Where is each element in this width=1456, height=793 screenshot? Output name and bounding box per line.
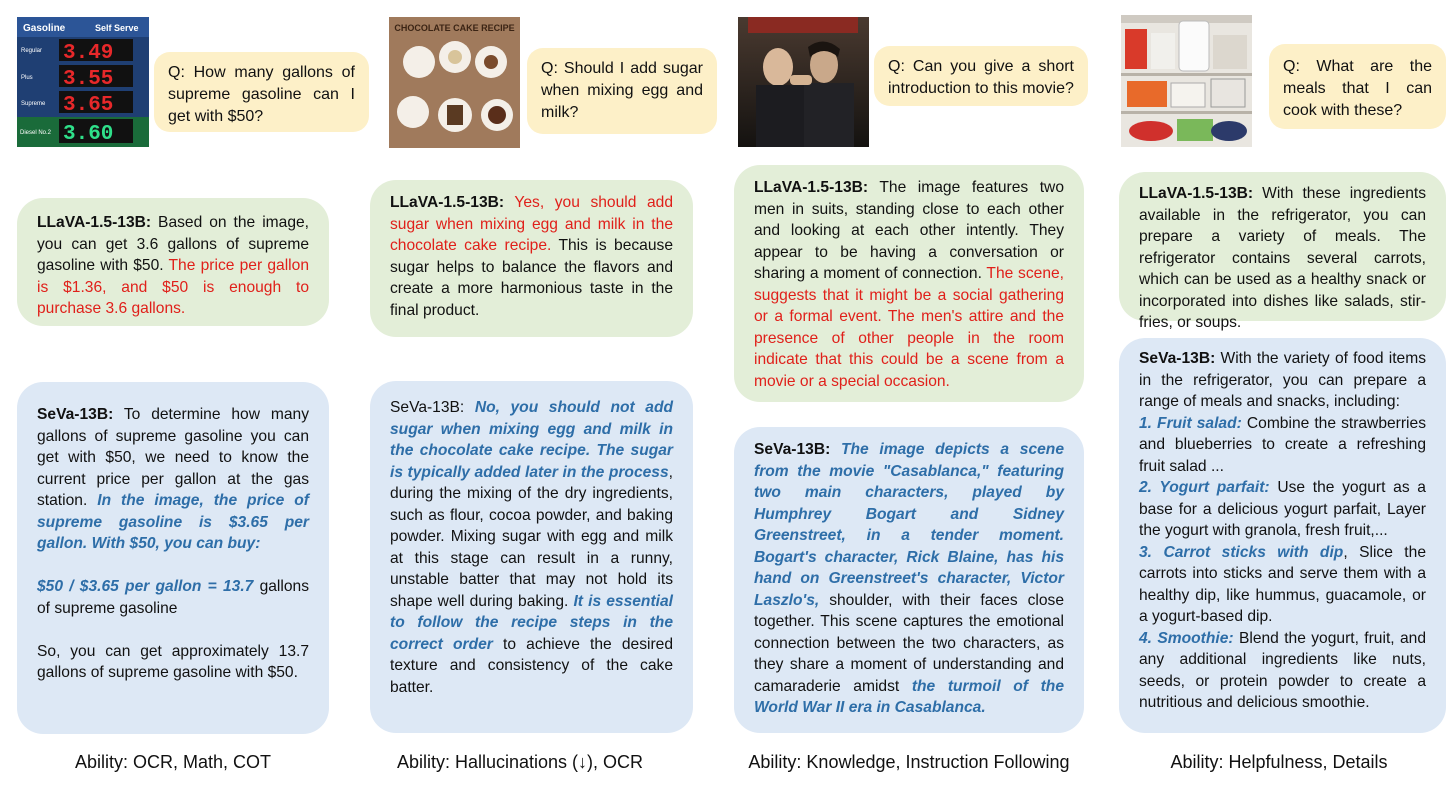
refrigerator-image <box>1121 15 1252 147</box>
meal-item-text: Blend the yogurt, fruit, and any additional ingredients like nuts, seeds, or protein powder to create a nutritious and delicious smoothie. <box>1139 629 1426 711</box>
meal-item-head: 2. Yogurt parfait: <box>1139 479 1270 496</box>
answer-highlight: the turmoil of the World War II era in Casablanca. <box>754 677 1065 716</box>
answer-highlight: $50 / $3.65 per gallon = 13.7 <box>37 578 254 595</box>
answer-highlight: It is essential to follow the recipe steps in the correct order <box>390 592 673 653</box>
meal-item-head: 3. Carrot sticks with dip <box>1139 543 1344 561</box>
answer-highlight: In the image, the price of supreme gasoline is $3.65 per gallon. With $50, you can buy: <box>37 492 309 552</box>
seva-answer-2 <box>370 381 693 733</box>
answer-hallucination: The price per gallon is $1.36, and $50 is enough to purchase 3.6 gallons. <box>37 257 309 317</box>
seva-answer-1 <box>17 382 329 734</box>
meal-item-text: , Slice the carrots into sticks and serve them with a healthy dip, like hummus, guacamole, or a yogurt-based dip. <box>1139 543 1426 625</box>
question-text: Q: Can you give a short introduction to this movie? <box>888 58 1074 97</box>
price-supreme: 3.65 <box>63 94 114 117</box>
llava-answer-2 <box>370 180 693 337</box>
answer-plain: With these ingredients available in the refrigerator, you can prepare a variety of meals. The refrigerator contains several carrots, which can be used as a healthy snack or incorporated into dishes like salads, stir-fries, or soups. <box>1139 185 1426 331</box>
movie-still-image <box>738 17 869 147</box>
model-label: SeVa-13B: <box>1139 350 1216 367</box>
seva-answer-3 <box>734 427 1084 733</box>
answer-plain: So, you can get approximately 13.7 gallons of supreme gasoline with $50. <box>37 642 309 681</box>
answer-highlight: The image depicts a scene from the movie "Casablanca," featuring two main characters, played by Humphrey Bogart and Sidney Greenstreet, in a tender moment. Bogart's character, Rick Blaine, has his hand on Greenstreet's character, Victor Laszlo's, <box>754 441 1064 609</box>
meal-item-text: Combine the strawberries and blueberries to create a refreshing fruit salad ... <box>1139 414 1426 475</box>
model-label: SeVa-13B: <box>390 399 465 416</box>
llava-answer-3 <box>734 165 1084 402</box>
ability-label-4: Ability: Helpfulness, Details <box>1170 752 1388 772</box>
ability-label-1: Ability: OCR, Math, COT <box>74 752 272 772</box>
question-text: Q: Should I add sugar when mixing egg and milk? <box>541 60 703 121</box>
question-bubble-4 <box>1269 44 1446 129</box>
price-regular: 3.49 <box>63 42 114 65</box>
answer-plain: , during the mixing of the dry ingredients, such as flour, cocoa powder, and baking powder. Mixing sugar with egg and milk at this stage can result in a runny, unstable batter that may not hold its shape well during baking. <box>390 463 673 610</box>
answer-plain: Based on the image, you can get 3.6 gallons of supreme gasoline with $50. <box>37 214 309 274</box>
answer-plain: With the variety of food items in the refrigerator, you can prepare a range of meals and snacks, including: <box>1139 350 1426 410</box>
answer-plain: gallons of supreme gasoline <box>37 578 309 617</box>
model-label: SeVa-13B: <box>754 441 831 458</box>
meal-item-text: Use the yogurt as a base for a delicious yogurt parfait, Layer the yogurt with granola, fresh fruit,... <box>1139 479 1426 539</box>
answer-highlight: No, you should not add sugar when mixing egg and milk in the chocolate cake recipe. The sugar is typically added later in the process <box>390 399 673 481</box>
ability-label-3: Ability: Knowledge, Instruction Following <box>748 752 1070 772</box>
answer-plain: to achieve the desired texture and consistency of the cake batter. <box>390 635 673 696</box>
answer-hallucination: Yes, you should add sugar when mixing egg and milk in the chocolate cake recipe. <box>390 194 673 254</box>
question-text: Q: What are the meals that I can cook with these? <box>1283 58 1432 119</box>
llava-answer-1 <box>17 198 329 326</box>
meal-item-head: 1. Fruit salad: <box>1139 414 1242 432</box>
question-bubble-3 <box>874 46 1088 106</box>
model-label: LLaVA-1.5-13B: <box>390 194 505 211</box>
sign-header-2: Self Serve <box>95 23 139 33</box>
cake-recipe-image <box>389 17 520 148</box>
model-label: LLaVA-1.5-13B: <box>37 214 152 231</box>
llava-answer-4 <box>1119 172 1446 331</box>
question-bubble-1 <box>154 52 369 132</box>
grade-diesel: Diesel No.2 <box>20 130 52 136</box>
model-label: LLaVA-1.5-13B: <box>754 179 869 196</box>
answer-plain: shoulder, with their faces close together. This scene captures the emotional connection between the two characters, as they share a moment of understanding and camaraderie amidst <box>754 591 1064 695</box>
gas-price-sign-image <box>17 17 149 147</box>
answer-plain: To determine how many gallons of supreme gasoline you can get with $50, we need to know the current price per gallon at the gas station. <box>37 406 309 509</box>
sign-header: Gasoline <box>23 23 66 34</box>
ability-label-2: Ability: Hallucinations (↓), OCR <box>396 752 644 772</box>
price-diesel: 3.60 <box>63 123 114 146</box>
answer-hallucination: The scene, suggests that it might be a social gathering or a formal event. The men's attire and the presence of other people in the room indicate that this could be a scene from a movie or a special occasion. <box>754 265 1064 390</box>
question-text: Q: How many gallons of supreme gasoline can I get with $50? <box>168 64 355 125</box>
answer-plain: The image features two men in suits, standing close to each other and looking at each other intently. They appear to be having a conversation or sharing a moment of connection. <box>754 179 1064 282</box>
model-label: LLaVA-1.5-13B: <box>1139 185 1254 202</box>
seva-answer-4 <box>1119 338 1446 733</box>
grade-regular: Regular <box>21 48 43 54</box>
grade-supreme: Supreme <box>21 101 46 107</box>
answer-plain: This is because sugar helps to balance the flavors and create a more harmonious taste in the final product. <box>390 237 673 319</box>
question-bubble-2 <box>527 48 717 134</box>
meal-item-head: 4. Smoothie: <box>1139 629 1234 647</box>
price-plus: 3.55 <box>63 68 114 91</box>
grade-plus: Plus <box>21 75 33 81</box>
model-label: SeVa-13B: <box>37 406 114 423</box>
recipe-title: CHOCOLATE CAKE RECIPE <box>394 23 515 33</box>
